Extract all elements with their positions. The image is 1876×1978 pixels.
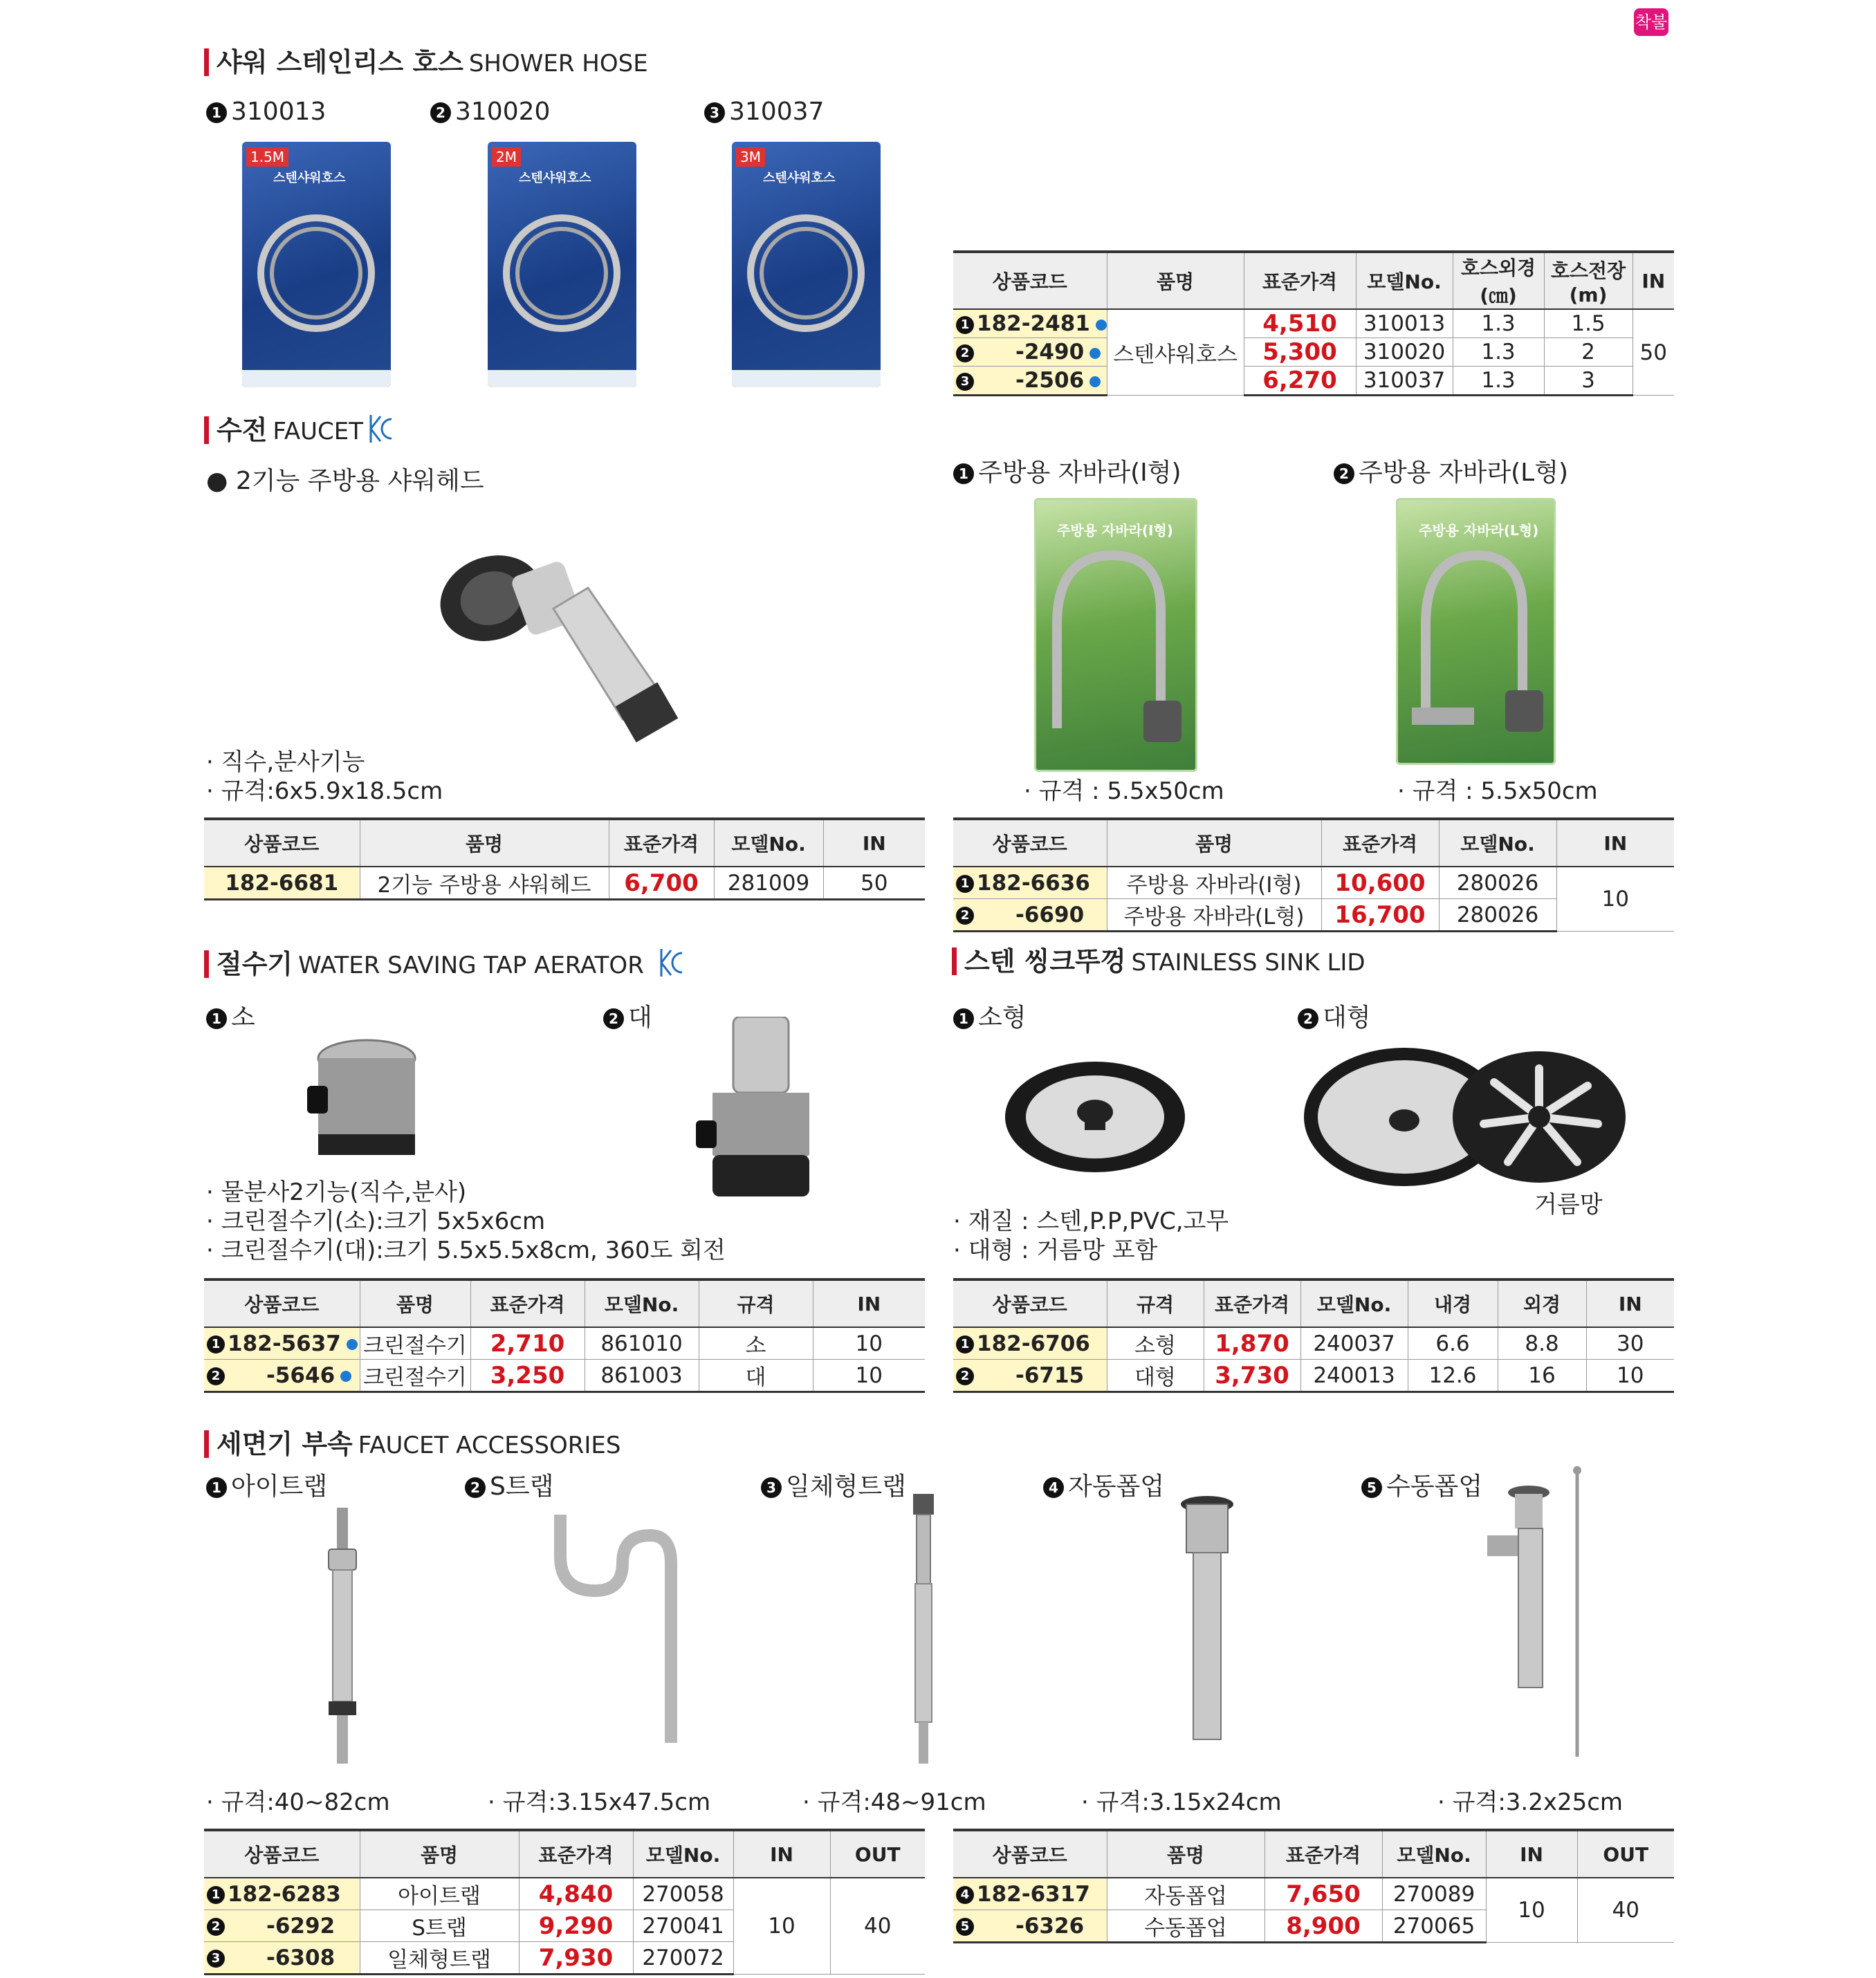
product-code	[953, 867, 1107, 899]
section-title-faucet	[204, 415, 363, 445]
model-text: 310037	[729, 98, 825, 126]
table-header-row	[204, 819, 925, 867]
size: 소	[699, 1327, 813, 1360]
model-no: 310037	[1356, 367, 1453, 396]
hose-outer-diameter: 1.3	[1453, 367, 1544, 396]
number-badge: 4	[1043, 1477, 1064, 1498]
col-header: 규격	[699, 1279, 813, 1327]
spec-text: 재질 : 스텐,P.P,PVC,고무	[968, 1208, 1229, 1235]
col-header: 표준가격	[1265, 1830, 1382, 1878]
number-badge: 1	[956, 316, 974, 334]
size: 소형	[1107, 1327, 1204, 1360]
jabara-item-2-label	[1334, 459, 1568, 487]
price: 2,710	[470, 1327, 585, 1360]
code-text: -6690	[1015, 902, 1085, 927]
product-name: S트랩	[360, 1910, 519, 1942]
section-title-text: 세면기 부속	[217, 1429, 353, 1459]
col-header: IN	[1556, 819, 1674, 867]
col-header: 표준가격	[609, 819, 714, 867]
model-no: 310013	[1356, 309, 1453, 338]
table-row	[204, 1327, 925, 1360]
col-header: 상품코드	[204, 1279, 360, 1327]
col-header: 모델No.	[1300, 1279, 1408, 1327]
model-no: 240037	[1300, 1327, 1408, 1360]
product-name: 스텐샤워호스	[1107, 309, 1244, 396]
col-header: 모델No.	[585, 1279, 699, 1327]
product-name: 크린절수기	[360, 1360, 470, 1392]
auto-popup-image	[1179, 1494, 1235, 1743]
size: 대	[699, 1360, 813, 1392]
price: 4,840	[519, 1878, 633, 1910]
table-row	[204, 1360, 925, 1392]
section-title-en: FAUCET ACCESSORIES	[358, 1432, 621, 1459]
product-name: 주방용 자바라(I형)	[1107, 867, 1321, 899]
col-header: 모델No.	[714, 819, 823, 867]
manual-popup-image	[1480, 1466, 1605, 1757]
section-title-text: 수전	[217, 415, 268, 445]
section-title-accessories	[204, 1429, 620, 1459]
model-no: 310020	[1356, 338, 1453, 367]
hose-package-image	[488, 142, 636, 387]
table-header-row	[953, 1279, 1674, 1327]
hose-item-1-label	[206, 98, 326, 126]
outer-diameter: 16	[1498, 1360, 1586, 1392]
spec-text: 규격:6x5.9x18.5cm	[221, 777, 443, 805]
col-header: 외경	[1498, 1279, 1586, 1327]
number-badge: 4	[956, 1886, 974, 1904]
inner-diameter: 12.6	[1408, 1360, 1498, 1392]
section-title-text: 스텐 씽크뚜껑	[964, 946, 1126, 977]
col-header: 표준가격	[519, 1830, 633, 1878]
accessories-left-table	[204, 1829, 925, 1975]
hose-item-2-label	[430, 98, 550, 126]
package-name: 스텐샤워호스	[273, 171, 346, 185]
aerator-spec-2: · 크린절수기(소):크기 5x5x6cm	[206, 1208, 546, 1235]
number-badge: 5	[956, 1918, 974, 1936]
sink-lid-small-image	[1002, 1058, 1188, 1176]
number-badge: 2	[956, 344, 974, 362]
accessory-item-3-label	[761, 1473, 906, 1501]
sink-lid-spec-2: · 대형 : 거름망 포함	[953, 1237, 1158, 1264]
number-badge: 1	[207, 1886, 225, 1904]
model-no: 270089	[1382, 1878, 1486, 1910]
number-badge: 1	[953, 463, 974, 484]
col-header: 품명	[1107, 1830, 1265, 1878]
aerator-spec-3: · 크린절수기(대):크기 5.5x5.5x8cm, 360도 회전	[206, 1237, 726, 1264]
sink-lid-table	[953, 1278, 1674, 1393]
hose-length: 1.5	[1544, 309, 1633, 338]
aerator-item-2-label	[603, 1004, 652, 1032]
price: 7,650	[1265, 1878, 1382, 1910]
col-header: 상품코드	[204, 1830, 360, 1878]
product-code	[953, 309, 1107, 338]
jabara-2-spec: · 규격 : 5.5x50cm	[1397, 777, 1598, 805]
col-header: 호스전장 (m)	[1544, 252, 1633, 309]
section-title-sink-lid	[952, 946, 1365, 977]
package-name: 주방용 자바라(I형)	[1057, 522, 1173, 539]
jabara-i-package-image	[1034, 498, 1197, 772]
price: 6,700	[609, 867, 714, 900]
in-qty: 30	[1586, 1327, 1674, 1360]
price: 7,930	[519, 1942, 633, 1975]
table-header-row	[953, 819, 1674, 867]
table-row	[204, 1878, 925, 1910]
shower-hose-table	[953, 250, 1674, 396]
hose-item-3-label	[704, 98, 824, 126]
product-code	[953, 899, 1107, 932]
accessory-5-spec: · 규격:3.2x25cm	[1437, 1788, 1624, 1816]
model-no: 280026	[1439, 899, 1556, 932]
delivery-badge: 착불	[1634, 8, 1668, 36]
price: 1,870	[1204, 1327, 1300, 1360]
spec-text: 규격:3.15x24cm	[1096, 1788, 1282, 1816]
i-trap-image	[322, 1508, 363, 1764]
aerator-small-image	[304, 1030, 429, 1169]
code-text: -6326	[1015, 1913, 1085, 1939]
col-header: 규격	[1107, 1279, 1204, 1327]
sink-lid-spec-1: · 재질 : 스텐,P.P,PVC,고무	[953, 1208, 1229, 1235]
length-label: 2M	[492, 147, 521, 167]
item-text: 아이트랩	[231, 1472, 328, 1501]
number-badge: 2	[1298, 1008, 1318, 1029]
table-row	[953, 338, 1674, 367]
package-name: 스텐샤워호스	[763, 171, 836, 185]
table-row	[953, 867, 1674, 899]
col-header: IN	[1633, 252, 1674, 309]
aerator-table	[204, 1278, 925, 1393]
item-text: 수동폽업	[1386, 1472, 1483, 1501]
model-no: 270058	[633, 1878, 733, 1910]
spec-text: 규격:3.2x25cm	[1452, 1788, 1624, 1816]
spec-text: 크린절수기(소):크기 5x5x6cm	[221, 1208, 546, 1235]
spec-text: 크린절수기(대):크기 5.5x5.5x8cm, 360도 회전	[221, 1237, 726, 1264]
model-no: 861003	[585, 1360, 699, 1392]
col-header: 호스외경 (㎝)	[1453, 252, 1544, 309]
code-text: -2506	[1015, 368, 1085, 393]
s-trap-image	[546, 1508, 685, 1750]
col-header: 품명	[360, 819, 609, 867]
code-text: -5646	[266, 1362, 335, 1388]
product-name: 주방용 자바라(L형)	[1107, 899, 1321, 932]
package-name: 스텐샤워호스	[519, 171, 591, 185]
table-header-row	[204, 1279, 925, 1327]
price: 5,300	[1244, 338, 1356, 367]
number-badge: 1	[206, 102, 227, 123]
number-badge: 2	[956, 1367, 974, 1385]
product-code	[204, 1327, 360, 1360]
faucet-spec-2: · 규격:6x5.9x18.5cm	[206, 777, 443, 805]
price: 10,600	[1321, 867, 1439, 899]
product-code	[953, 1910, 1107, 1943]
col-header: 모델No.	[1382, 1830, 1486, 1878]
section-title-en: STAINLESS SINK LID	[1131, 949, 1365, 977]
section-title-shower-hose	[204, 47, 648, 77]
product-name: 수동폽업	[1107, 1910, 1265, 1943]
product-code	[204, 1942, 360, 1975]
col-header: 표준가격	[1204, 1279, 1300, 1327]
number-badge: 1	[953, 1008, 974, 1029]
number-badge: 2	[956, 907, 974, 925]
section-title-aerator	[204, 949, 644, 979]
length-label: 1.5M	[246, 147, 288, 167]
hose-outer-diameter: 1.3	[1453, 338, 1544, 367]
col-header: IN	[1486, 1830, 1577, 1878]
section-title-en: SHOWER HOSE	[468, 50, 648, 77]
out-qty: 40	[830, 1878, 925, 1975]
item-text: 자동폽업	[1068, 1472, 1165, 1501]
dot-icon	[340, 1371, 351, 1382]
jabara-hose-image	[1036, 500, 1195, 770]
product-code	[204, 1910, 360, 1942]
spec-text: 규격 : 5.5x50cm	[1412, 777, 1598, 805]
aerator-item-1-label	[206, 1004, 255, 1032]
accessory-4-spec: · 규격:3.15x24cm	[1081, 1788, 1282, 1816]
kc-mark-icon	[368, 412, 393, 445]
item-text: 대형	[1323, 1004, 1371, 1032]
in-qty: 50	[823, 867, 925, 900]
spec-text: 규격:48~91cm	[817, 1788, 986, 1816]
shower-head-image	[415, 526, 747, 775]
table-header-row	[204, 1830, 925, 1878]
number-badge: 2	[207, 1918, 225, 1936]
faucet-table	[204, 817, 925, 900]
faucet-spec-1: · 직수,분사기능	[206, 748, 365, 776]
strainer-label: 거름망	[1534, 1191, 1603, 1219]
model-no: 240013	[1300, 1360, 1408, 1392]
price: 6,270	[1244, 367, 1356, 396]
item-text: 주방용 자바라(L형)	[1359, 459, 1569, 487]
number-badge: 2	[1334, 463, 1354, 484]
col-header: IN	[1586, 1279, 1674, 1327]
sink-lid-large-image	[1300, 1044, 1633, 1190]
model-no: 281009	[714, 867, 823, 900]
number-badge: 1	[956, 1335, 974, 1353]
in-qty: 10	[1586, 1360, 1674, 1392]
col-header: 모델No.	[1356, 252, 1453, 309]
number-badge: 1	[206, 1477, 227, 1498]
aerator-spec-1: · 물분사2기능(직수,분사)	[206, 1179, 467, 1206]
in-qty: 10	[813, 1327, 925, 1360]
jabara-l-package-image	[1396, 498, 1556, 765]
product-code	[953, 1360, 1107, 1392]
col-header: IN	[823, 819, 925, 867]
jabara-hose-image	[1398, 500, 1554, 763]
item-text: S트랩	[490, 1472, 554, 1501]
item-text: 대	[628, 1004, 652, 1032]
length-label: 3M	[736, 147, 765, 167]
col-header: OUT	[830, 1830, 925, 1878]
dot-icon	[1096, 320, 1107, 331]
col-header: 상품코드	[953, 1830, 1107, 1878]
in-qty: 10	[1486, 1878, 1577, 1943]
number-badge: 3	[956, 373, 974, 391]
table-header-row	[953, 1830, 1674, 1878]
model-no: 270072	[633, 1942, 733, 1975]
jabara-item-1-label	[953, 459, 1181, 487]
product-name: 자동폽업	[1107, 1878, 1265, 1910]
dot-icon	[1089, 376, 1101, 387]
spec-text: 규격:40~82cm	[221, 1788, 390, 1816]
table-row	[953, 1360, 1674, 1392]
code-text: 182-5637	[228, 1331, 341, 1356]
col-header: IN	[733, 1830, 830, 1878]
model-text: 310020	[455, 98, 551, 126]
number-badge: 2	[603, 1008, 624, 1029]
code-text: 182-6636	[977, 870, 1090, 896]
col-header: 상품코드	[953, 1279, 1107, 1327]
dot-icon	[347, 1339, 358, 1350]
section-title-en: WATER SAVING TAP AERATOR	[298, 952, 644, 979]
product-code: 182-6681	[204, 867, 360, 900]
number-badge: 2	[430, 102, 451, 123]
product-code	[204, 1878, 360, 1910]
price: 8,900	[1265, 1910, 1382, 1943]
hose-outer-diameter: 1.3	[1453, 309, 1544, 338]
col-header: 품명	[360, 1830, 519, 1878]
col-header: 품명	[1107, 819, 1321, 867]
in-qty: 10	[813, 1360, 925, 1392]
col-header: OUT	[1577, 1830, 1674, 1878]
aerator-large-image	[692, 1017, 830, 1203]
product-code	[953, 1878, 1107, 1910]
model-no: 270065	[1382, 1910, 1486, 1943]
number-badge: 3	[704, 102, 725, 123]
price: 4,510	[1244, 309, 1356, 338]
table-row	[953, 309, 1674, 338]
section-title-text: 절수기	[217, 949, 293, 979]
col-header: 표준가격	[1321, 819, 1439, 867]
item-text: 2기능 주방용 샤워헤드	[235, 467, 484, 495]
accessory-1-spec: · 규격:40~82cm	[206, 1788, 390, 1816]
model-text: 310013	[231, 98, 327, 126]
number-badge: 3	[207, 1950, 225, 1968]
code-text: -6715	[1015, 1362, 1085, 1388]
price: 9,290	[519, 1910, 633, 1942]
accessory-2-spec: · 규격:3.15x47.5cm	[488, 1788, 711, 1816]
spec-text: 규격 : 5.5x50cm	[1038, 777, 1224, 805]
price: 16,700	[1321, 899, 1439, 932]
hose-length: 3	[1544, 367, 1633, 396]
model-no: 861010	[585, 1327, 699, 1360]
code-text: 182-6283	[228, 1881, 341, 1907]
price: 3,730	[1204, 1360, 1300, 1392]
code-text: -2490	[1015, 340, 1085, 364]
col-header: 내경	[1408, 1279, 1498, 1327]
item-text: 일체형트랩	[786, 1472, 906, 1501]
number-badge: 1	[206, 1008, 227, 1029]
model-no: 270041	[633, 1910, 733, 1942]
accessories-right-table	[953, 1829, 1674, 1943]
accessory-item-4-label	[1043, 1473, 1164, 1501]
in-qty: 10	[1556, 867, 1674, 932]
col-header: IN	[813, 1279, 925, 1327]
product-name: 크린절수기	[360, 1327, 470, 1360]
item-text: 주방용 자바라(I형)	[978, 459, 1181, 487]
outer-diameter: 8.8	[1498, 1327, 1586, 1360]
accessory-item-1-label	[206, 1473, 327, 1501]
sink-lid-item-1-label	[953, 1004, 1027, 1032]
spec-text: 직수,분사기능	[221, 748, 365, 776]
code-text: 182-6317	[977, 1881, 1090, 1907]
dot-icon	[1089, 348, 1101, 359]
col-header: 품명	[1107, 252, 1244, 309]
section-title-en: FAUCET	[273, 418, 363, 445]
inner-diameter: 6.6	[1408, 1327, 1498, 1360]
accessory-item-5-label	[1361, 1473, 1482, 1501]
item-text: 소형	[978, 1004, 1027, 1032]
hose-package-image	[242, 142, 391, 387]
col-header: 모델No.	[1439, 819, 1556, 867]
table-row	[204, 867, 925, 900]
number-badge: 5	[1361, 1477, 1382, 1498]
table-row	[953, 1878, 1674, 1910]
col-header: 표준가격	[470, 1279, 585, 1327]
number-badge: 1	[956, 875, 974, 893]
table-row	[953, 1327, 1674, 1360]
out-qty: 40	[1577, 1878, 1674, 1943]
item-text: 소	[231, 1004, 255, 1032]
number-badge: 2	[207, 1367, 225, 1385]
col-header: 상품코드	[204, 819, 360, 867]
spec-text: 물분사2기능(직수,분사)	[221, 1179, 467, 1206]
code-text: 182-6706	[977, 1331, 1090, 1356]
size: 대형	[1107, 1360, 1204, 1392]
number-badge: 1	[207, 1335, 225, 1353]
col-header: 품명	[360, 1279, 470, 1327]
product-name: 일체형트랩	[360, 1942, 519, 1975]
col-header: 상품코드	[953, 819, 1107, 867]
faucet-item-label: ● 2기능 주방용 샤워헤드	[206, 467, 484, 495]
code-text: 182-2481	[977, 311, 1090, 336]
section-title-text: 샤워 스테인리스 호스	[217, 47, 463, 77]
package-name: 주방용 자바라(L형)	[1419, 522, 1539, 539]
product-code	[953, 338, 1107, 367]
hose-package-image	[732, 142, 881, 387]
product-code	[953, 367, 1107, 396]
code-text: -6292	[266, 1913, 335, 1939]
table-row	[953, 367, 1674, 396]
product-code	[204, 1360, 360, 1392]
col-header: 상품코드	[953, 252, 1107, 309]
hose-length: 2	[1544, 338, 1633, 367]
spec-text: 규격:3.15x47.5cm	[502, 1788, 711, 1816]
sink-lid-item-2-label	[1298, 1004, 1371, 1032]
kc-mark-icon	[659, 946, 683, 979]
integrated-trap-image	[906, 1494, 941, 1764]
in-qty: 10	[733, 1878, 830, 1975]
table-header-row	[953, 252, 1674, 309]
price: 3,250	[470, 1360, 585, 1392]
col-header: 표준가격	[1244, 252, 1356, 309]
product-name: 2기능 주방용 샤워헤드	[360, 867, 609, 900]
product-code	[953, 1327, 1107, 1360]
jabara-table	[953, 817, 1674, 932]
number-badge: 2	[465, 1477, 486, 1498]
model-no: 280026	[1439, 867, 1556, 899]
product-name: 아이트랩	[360, 1878, 519, 1910]
jabara-1-spec: · 규격 : 5.5x50cm	[1024, 777, 1224, 805]
spec-text: 대형 : 거름망 포함	[968, 1237, 1158, 1264]
accessory-item-2-label	[465, 1473, 553, 1501]
in-qty: 50	[1633, 309, 1674, 396]
number-badge: 3	[761, 1477, 782, 1498]
code-text: -6308	[266, 1945, 335, 1970]
col-header: 모델No.	[633, 1830, 733, 1878]
accessory-3-spec: · 규격:48~91cm	[802, 1788, 986, 1816]
